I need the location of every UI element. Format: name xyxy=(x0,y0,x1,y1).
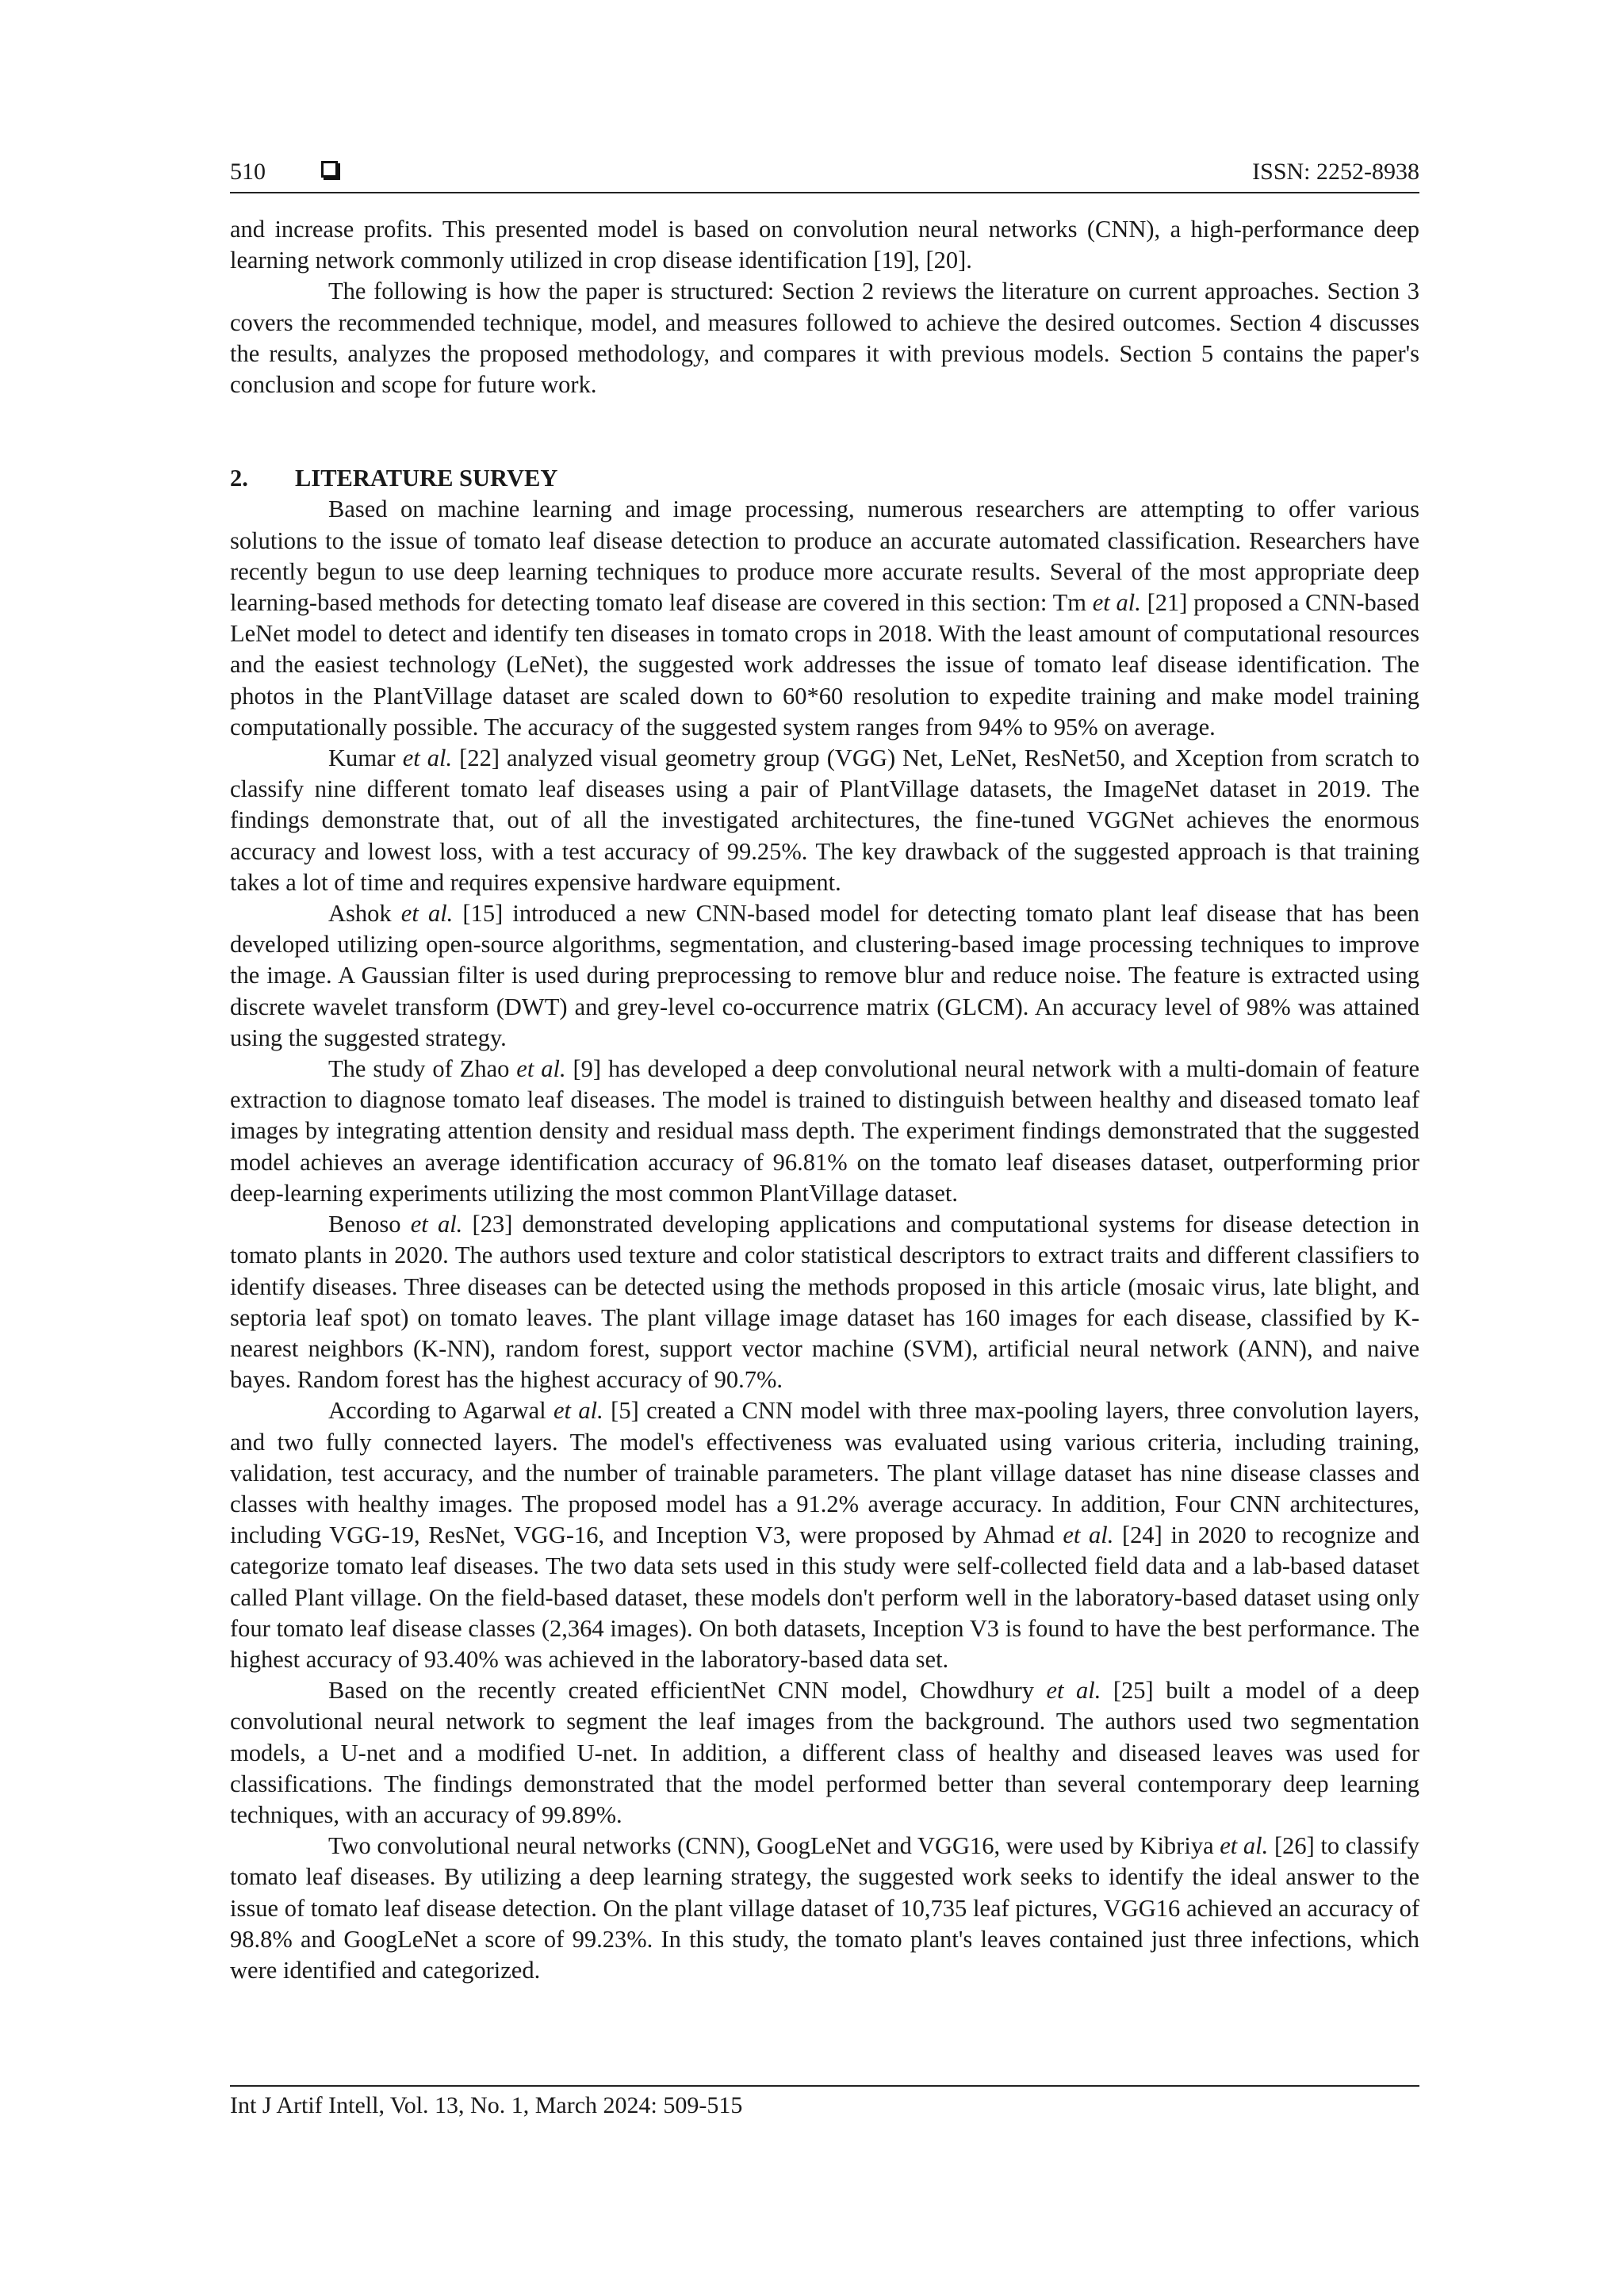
page-footer xyxy=(230,2085,1419,2122)
paragraph-text: [22] analyzed visual geometry group (VGG) Net, LeNet, ResNet50, and Xception from scratch to classify nine different tomato leaf diseases using a pair of PlantVillage datasets, the ImageNet dataset in 2019. The findings demonstrate that, out of all the investigated architectures, the fine-tuned VGGNet achieves the enormous accuracy and lowest loss, with a test accuracy of 99.25%. The key drawback of the suggested approach is that training takes a lot of time and requires expensive hardware equipment. xyxy=(230,744,1419,896)
et-al: et al. xyxy=(516,1055,566,1083)
paragraph-text: [26] to classify tomato leaf diseases. By utilizing a deep learning strategy, the suggested work seeks to identify the ideal answer to the issue of tomato leaf disease detection. On the plant village dataset of 10,735 leaf pictures, VGG16 achieved an accuracy of 98.8% and GoogLeNet a score of 99.23%. In this study, the tomato plant's leaves contained just three infections, which were identified and categorized. xyxy=(230,1832,1419,1984)
et-al: et al. xyxy=(1046,1677,1101,1705)
paragraph xyxy=(230,1675,1419,1831)
paragraph-text: Benoso xyxy=(328,1211,411,1238)
section-title: LITERATURE SURVEY xyxy=(295,465,558,492)
paragraph xyxy=(230,898,1419,1054)
et-al: et al. xyxy=(410,1211,463,1238)
paragraph-text: [23] demonstrated developing applications and computational systems for disease detection in tomato plants in 2020. The authors used texture and color statistical descriptors to extract traits and different classifiers to identify diseases. Three diseases can be detected using the methods proposed in this article (mosaic virus, late blight, and septoria leaf spot) on tomato leaves. The plant village image dataset has 160 images for each disease, classified by K-nearest neighbors (K-NN), random forest, support vector machine (SVM), artificial neural network (ANN), and naive bayes. Random forest has the highest accuracy of 90.7%. xyxy=(230,1211,1419,1394)
paragraph-text: Ashok xyxy=(328,900,401,928)
paragraph xyxy=(230,1395,1419,1675)
paragraph-text: According to Agarwal xyxy=(328,1397,553,1425)
section-heading xyxy=(230,463,1419,494)
paragraph xyxy=(230,1831,1419,1986)
paragraph xyxy=(230,743,1419,898)
paragraph-text: [5] created a CNN model with three max-pooling layers, three convolution layers, and two fully connected layers. The model's effectiveness was evaluated using various criteria, including training, validation, test accuracy, and the number of trainable parameters. The plant village dataset has nine disease classes and classes with healthy images. The proposed model has a 91.2% average accuracy. In addition, Four CNN architectures, including VGG-19, ResNet, VGG-16, and Inception V3, were proposed by Ahmad xyxy=(230,1397,1419,1549)
paragraph xyxy=(230,1209,1419,1395)
paragraph-text: Kumar xyxy=(328,744,403,772)
paragraph-text: Based on machine learning and image processing, numerous researchers are attempting to offer various solutions to the issue of tomato leaf disease detection to produce an accurate automated classification. Researchers have recently begun to use deep learning techniques to produce more accurate results. Several of the most appropriate deep learning-based methods for detecting tomato leaf disease are covered in this section: Tm xyxy=(230,496,1419,617)
intro-paragraph-1: and increase profits. This presented model is based on convolution neural networks (CNN), a high-performance deep learning network commonly utilized in crop disease identification [19], [20]. xyxy=(230,216,1419,274)
paragraph-text: Based on the recently created efficientNet CNN model, Chowdhury xyxy=(328,1677,1047,1705)
paragraph-text: [25] built a model of a deep convolutional neural network to segment the leaf images from the background. The authors used two segmentation models, a U-net and a modified U-net. In addition, a different class of healthy and diseased leaves was used for classifications. The findings demonstrated that the model performed better than several contemporary deep learning techniques, with an accuracy of 99.89%. xyxy=(230,1677,1419,1828)
paragraph xyxy=(230,494,1419,743)
et-al: et al. xyxy=(1092,589,1141,617)
issn: ISSN: 2252-8938 xyxy=(1252,159,1419,185)
page-header xyxy=(230,152,1419,193)
page-number: 510 xyxy=(230,159,266,185)
paragraph-text: The study of Zhao xyxy=(328,1055,517,1083)
paragraph xyxy=(230,1054,1419,1209)
square-icon xyxy=(321,161,338,178)
paragraph-text: [21] proposed a CNN-based LeNet model to detect and identify ten diseases in tomato crops in 2018. With the least amount of computational resources and the easiest technology (LeNet), the suggested work addresses the issue of tomato leaf disease identification. The photos in the PlantVillage dataset are scaled down to 60*60 resolution to expedite training and make model training computationally possible. The accuracy of the suggested system ranges from 94% to 95% on average. xyxy=(230,589,1419,740)
paragraph-text: [24] in 2020 to recognize and categorize tomato leaf diseases. The two data sets used in this study were self-collected field data and a lab-based dataset called Plant village. On the field-based dataset, these models don't perform well in the laboratory-based dataset using only four tomato leaf disease classes (2,364 images). On both datasets, Inception V3 is found to have the best performance. The highest accuracy of 93.40% was achieved in the laboratory-based data set. xyxy=(230,1521,1419,1673)
et-al: et al. xyxy=(400,900,454,928)
journal-citation: Int J Artif Intell, Vol. 13, No. 1, March 2024: 509-515 xyxy=(230,2092,743,2118)
intro-paragraph-2: The following is how the paper is structured: Section 2 reviews the literature on current approaches. Section 3 covers the recommended technique, model, and measures followed to achieve the desired outcomes. Section 4 discusses the results, analyzes the proposed methodology, and compares it with previous models. Section 5 contains the paper's conclusion and scope for future work. xyxy=(230,277,1419,399)
et-al: et al. xyxy=(402,744,453,772)
et-al: et al. xyxy=(1220,1832,1269,1860)
body-text xyxy=(230,214,1419,1986)
paragraph-text: Two convolutional neural networks (CNN), GoogLeNet and VGG16, were used by Kibriya xyxy=(328,1832,1220,1860)
paragraph-text: [15] introduced a new CNN-based model for detecting tomato plant leaf disease that has been developed utilizing open-source algorithms, segmentation, and clustering-based image processing techniques to improve the image. A Gaussian filter is used during preprocessing to remove blur and reduce noise. The feature is extracted using discrete wavelet transform (DWT) and grey-level co-occurrence matrix (GLCM). An accuracy level of 98% was attained using the suggested strategy. xyxy=(230,900,1419,1051)
section-number: 2. xyxy=(230,465,248,492)
paragraph-text: [9] has developed a deep convolutional neural network with a multi-domain of feature extraction to diagnose tomato leaf diseases. The model is trained to distinguish between healthy and diseased tomato leaf images by integrating attention density and residual mass depth. The experiment findings demonstrated that the suggested model achieves an average identification accuracy of 96.81% on the tomato leaf diseases dataset, outperforming prior deep-learning experiments utilizing the most common PlantVillage dataset. xyxy=(230,1055,1419,1207)
et-al: et al. xyxy=(1063,1521,1114,1549)
et-al: et al. xyxy=(553,1397,603,1425)
